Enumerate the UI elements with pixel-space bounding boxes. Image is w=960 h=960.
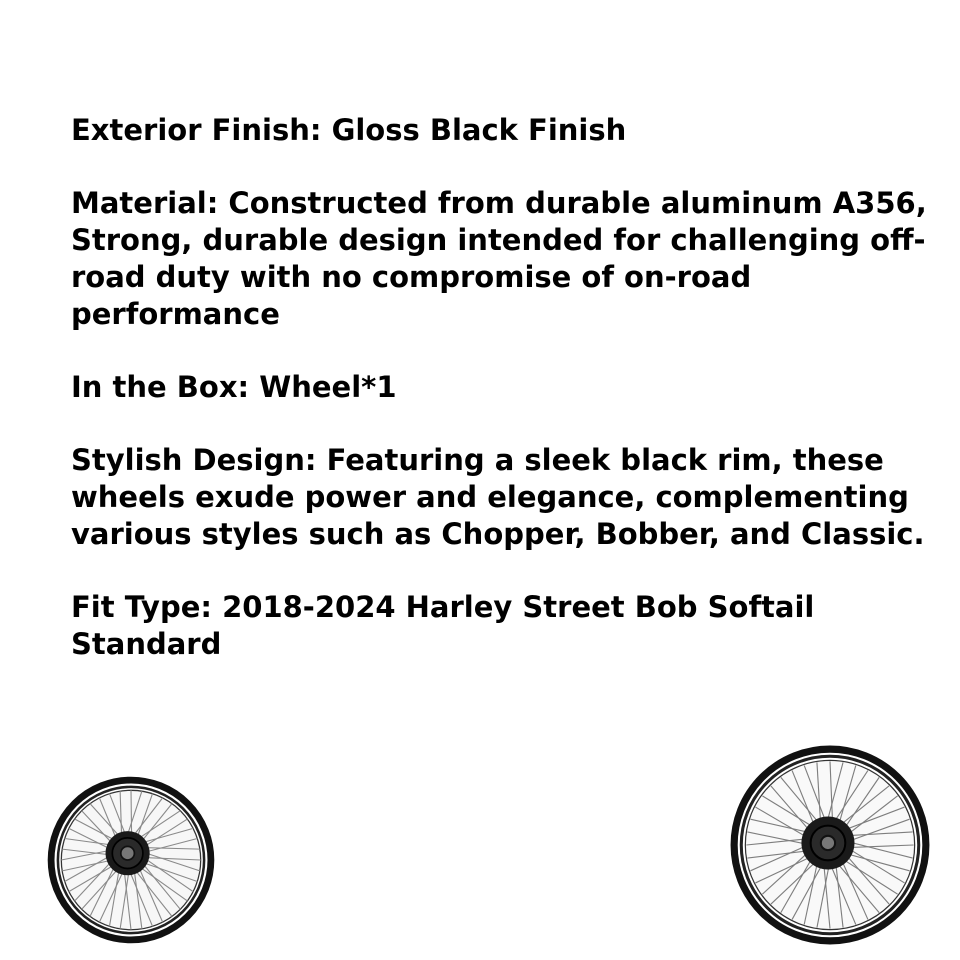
- spec-key: Exterior Finish: [71, 113, 310, 147]
- spec-value: 2018-2024 Harley Street Bob Softail Standard: [71, 590, 815, 661]
- spec-value: Featuring a sleek black rim, these wheels exude power and elegance, complementing various styles such as Chopper, Bobber, and Classic.: [71, 443, 925, 551]
- spec-separator: :: [237, 370, 260, 404]
- spec-separator: :: [206, 186, 229, 220]
- spec-value: Constructed from durable aluminum A356, Strong, durable design intended for challenging off-road duty with no compromise of on-road performance: [71, 186, 927, 331]
- spec-value: Wheel*1: [259, 370, 397, 404]
- spec-key: Material: [71, 186, 207, 220]
- spoke-wheel-icon: [46, 775, 216, 945]
- spec-value: Gloss Black Finish: [331, 113, 627, 147]
- product-specs: [71, 112, 931, 699]
- spec-key: Fit Type: [71, 590, 201, 624]
- spec-key: Stylish Design: [71, 443, 305, 477]
- spec-stylish-design: [71, 442, 931, 553]
- spec-material: [71, 185, 931, 333]
- spec-separator: :: [309, 113, 332, 147]
- spec-separator: :: [200, 590, 223, 624]
- spec-separator: :: [304, 443, 327, 477]
- wheel-image-right: [728, 743, 932, 947]
- spec-in-the-box: [71, 369, 931, 406]
- spoke-wheel-icon: [728, 743, 932, 947]
- spec-fit-type: [71, 589, 931, 663]
- wheel-image-left: [46, 775, 216, 945]
- spec-key: In the Box: [71, 370, 238, 404]
- spec-exterior-finish: [71, 112, 931, 149]
